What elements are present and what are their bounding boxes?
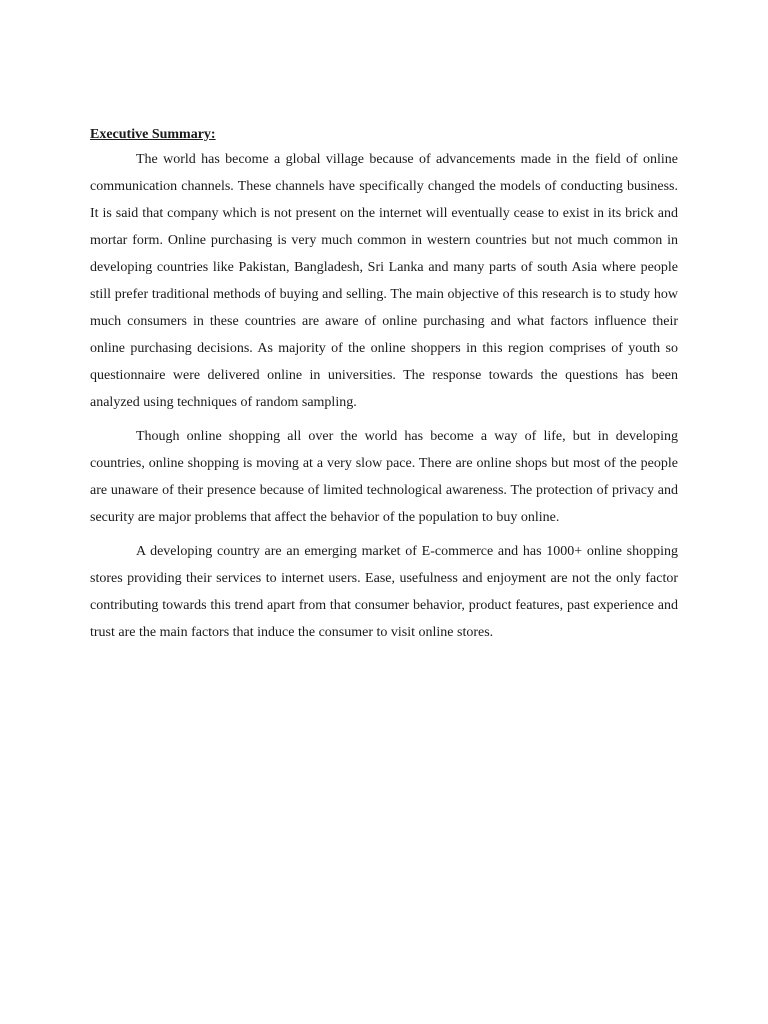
paragraph-2: Though online shopping all over the world has become a way of life, but in developing countries, online shopping is moving at a very slow pace. There are online shops but most of the people are unaware of their presence because of limited technological awareness. The protection of privacy and security are major problems that affect the behavior of the population to buy online. bbox=[90, 429, 678, 525]
document-body bbox=[90, 124, 678, 653]
section-heading: Executive Summary: bbox=[90, 127, 216, 142]
paragraph-3: A developing country are an emerging market of E-commerce and has 1000+ online shopping stores providing their services to internet users. Ease, usefulness and enjoyment are not the only factor contributing towards this trend apart from that consumer behavior, product features, past experience and trust are the main factors that induce the consumer to visit online stores. bbox=[90, 544, 678, 640]
paragraph-1: The world has become a global village because of advancements made in the field of online communication channels. These channels have specifically changed the models of conducting business. It is said that company which is not present on the internet will eventually cease to exist in its brick and mortar form. Online purchasing is very much common in western countries but not much common in developing countries like Pakistan, Bangladesh, Sri Lanka and many parts of south Asia where people still prefer traditional methods of buying and selling. The main objective of this research is to study how much consumers in these countries are aware of online purchasing and what factors influence their online purchasing decisions. As majority of the online shoppers in this region comprises of youth so questionnaire were delivered online in universities. The response towards the questions has been analyzed using techniques of random sampling. bbox=[90, 152, 678, 410]
